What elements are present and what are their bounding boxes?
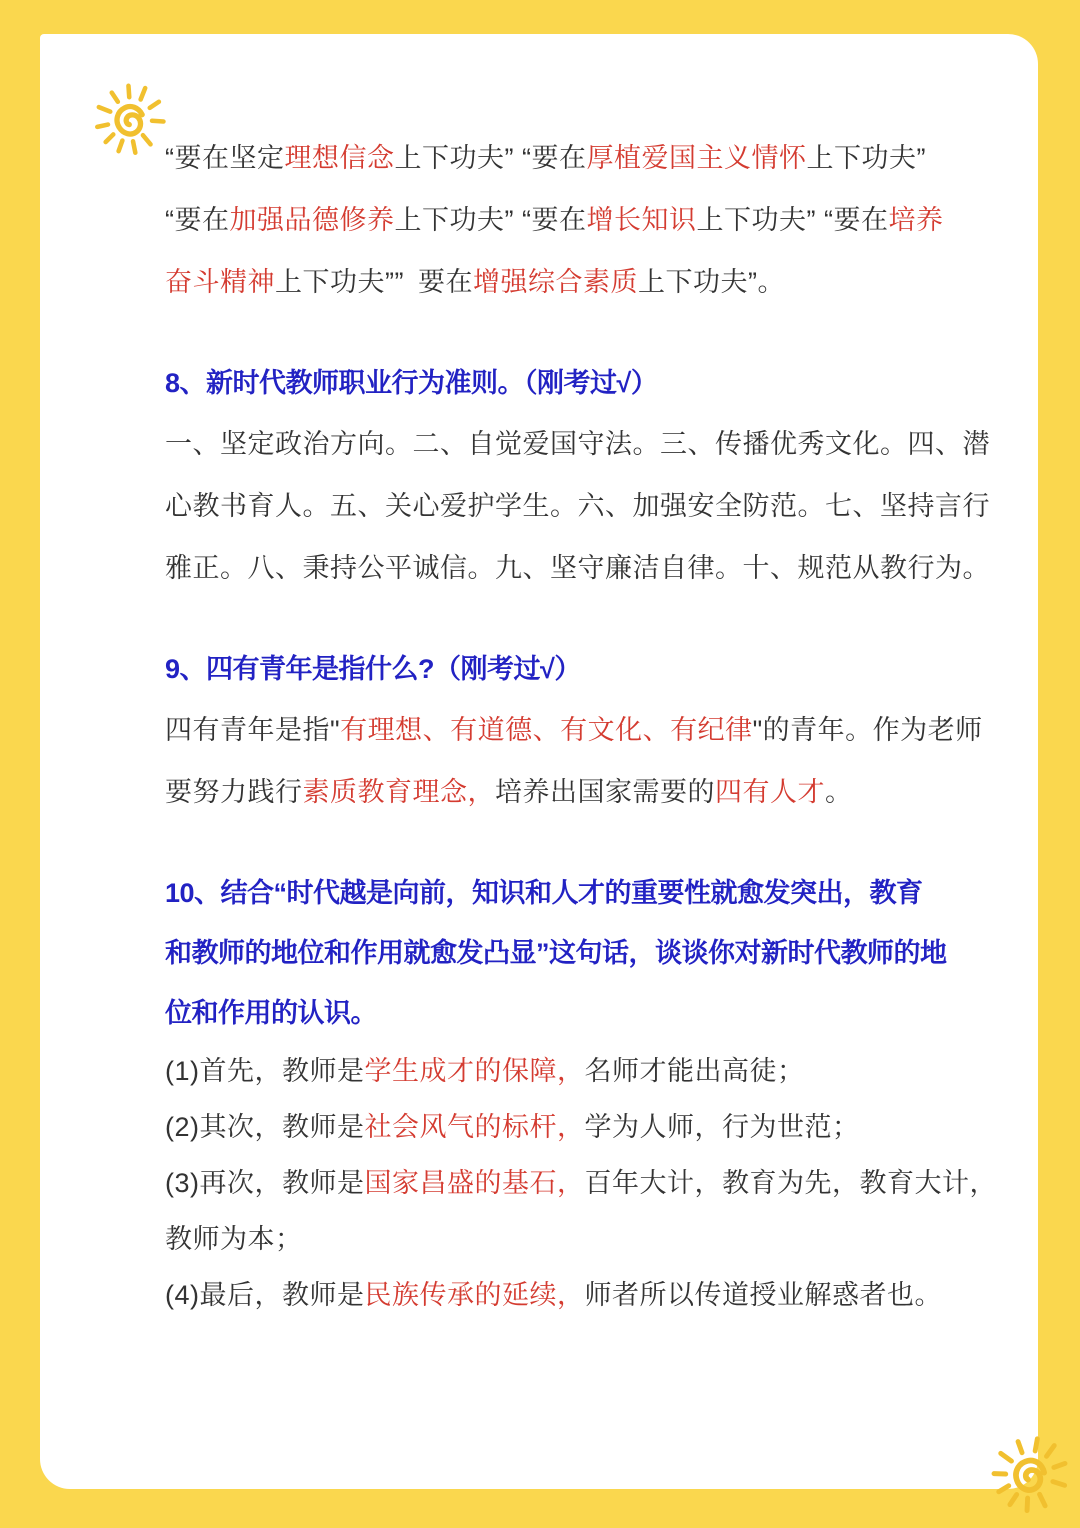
body-text: “要在坚定 bbox=[165, 143, 285, 173]
body-text: 上下功夫”” 要在 bbox=[275, 267, 473, 297]
body-text: (2)其次，教师是 bbox=[165, 1112, 365, 1142]
body-text: “要在 bbox=[165, 205, 230, 235]
highlighted-text: 理想信念 bbox=[284, 143, 395, 173]
notes-card bbox=[40, 34, 1038, 1489]
body-text: 上下功夫” “要在 bbox=[394, 143, 587, 173]
highlighted-text: 奋斗精神 bbox=[165, 267, 275, 297]
body-text: (1)首先，教师是 bbox=[165, 1056, 365, 1086]
text-line bbox=[165, 1099, 965, 1155]
body-text: 上下功夫” “要在 bbox=[394, 205, 587, 235]
text-line bbox=[165, 537, 990, 599]
text-line bbox=[165, 1211, 965, 1267]
question-heading bbox=[165, 639, 965, 699]
body-text: 名师才能出高徒； bbox=[584, 1056, 805, 1086]
body-text: 学为人师，行为世范； bbox=[584, 1112, 860, 1142]
body-text: 上下功夫” “要在 bbox=[696, 205, 889, 235]
body-text: 雅正。八、秉持公平诚信。九、坚守廉洁自律。十、规范从教行为。 bbox=[165, 553, 990, 583]
highlighted-text: 国家昌盛的基石， bbox=[364, 1168, 585, 1198]
body-text: 上下功夫” bbox=[806, 143, 926, 173]
text-line bbox=[165, 1155, 997, 1211]
text-line bbox=[165, 923, 965, 983]
question-heading bbox=[165, 863, 965, 1043]
text-line bbox=[165, 699, 983, 761]
body-text: 要努力践行 bbox=[165, 777, 303, 807]
body-text: 四有青年是指" bbox=[165, 715, 341, 745]
text-line bbox=[165, 127, 965, 189]
paragraph bbox=[165, 413, 990, 599]
highlighted-text: 四有人才 bbox=[715, 777, 825, 807]
heading-text: 和教师的地位和作用就愈发凸显”这句话，谈谈你对新时代教师的地 bbox=[165, 938, 947, 968]
body-text: "的青年。作为老师 bbox=[752, 715, 983, 745]
highlighted-text: 增强综合素质 bbox=[472, 267, 638, 297]
body-text: (3)再次，教师是 bbox=[165, 1168, 365, 1198]
heading-text: 8、新时代教师职业行为准则。（刚考过√） bbox=[165, 368, 658, 398]
highlighted-text: 有理想、有道德、有文化、有纪律 bbox=[340, 715, 753, 745]
text-line bbox=[165, 353, 965, 413]
highlighted-text: 社会风气的标杆， bbox=[364, 1112, 585, 1142]
text-line bbox=[165, 983, 965, 1043]
highlighted-text: 培养 bbox=[888, 205, 944, 235]
body-text: 教师为本； bbox=[165, 1224, 303, 1254]
highlighted-text: 民族传承的延续， bbox=[364, 1280, 585, 1310]
text-line bbox=[165, 1043, 965, 1099]
text-line bbox=[165, 189, 965, 251]
heading-text: 位和作用的认识。 bbox=[165, 998, 377, 1028]
highlighted-text: 厚植爱国主义情怀 bbox=[586, 143, 807, 173]
answer-paragraph bbox=[165, 1267, 965, 1323]
text-line bbox=[165, 863, 965, 923]
question-heading bbox=[165, 353, 965, 413]
highlighted-text: 增长知识 bbox=[586, 205, 697, 235]
text-line bbox=[165, 761, 965, 823]
paragraph bbox=[165, 127, 965, 313]
body-text: 师者所以传道授业解惑者也。 bbox=[584, 1280, 942, 1310]
highlighted-text: 学生成才的保障， bbox=[364, 1056, 585, 1086]
body-text: (4)最后，教师是 bbox=[165, 1280, 365, 1310]
notes-content bbox=[40, 34, 1038, 1323]
highlighted-text: 加强品德修养 bbox=[229, 205, 395, 235]
body-text: 心教书育人。五、关心爱护学生。六、加强安全防范。七、坚持言行 bbox=[165, 491, 990, 521]
body-text: 。 bbox=[825, 777, 853, 807]
body-text: 上下功夫”。 bbox=[637, 267, 785, 297]
text-line bbox=[165, 1267, 965, 1323]
text-line bbox=[165, 251, 965, 313]
sun-spiral-icon bbox=[980, 1425, 1079, 1524]
highlighted-text: 素质教育理念， bbox=[302, 777, 495, 807]
text-line bbox=[165, 639, 965, 699]
heading-text: 9、四有青年是指什么?（刚考过√） bbox=[165, 654, 581, 684]
answer-paragraph bbox=[165, 1043, 965, 1099]
body-text: 百年大计，教育为先，教育大计， bbox=[584, 1168, 997, 1198]
text-line bbox=[165, 413, 990, 475]
paragraph bbox=[165, 699, 983, 823]
body-text: 培养出国家需要的 bbox=[495, 777, 715, 807]
heading-text: 10、结合“时代越是向前，知识和人才的重要性就愈发突出，教育 bbox=[165, 878, 923, 908]
answer-paragraph bbox=[165, 1155, 997, 1267]
answer-paragraph bbox=[165, 1099, 965, 1155]
text-line bbox=[165, 475, 990, 537]
body-text: 一、坚定政治方向。二、自觉爱国守法。三、传播优秀文化。四、潜 bbox=[165, 429, 990, 459]
